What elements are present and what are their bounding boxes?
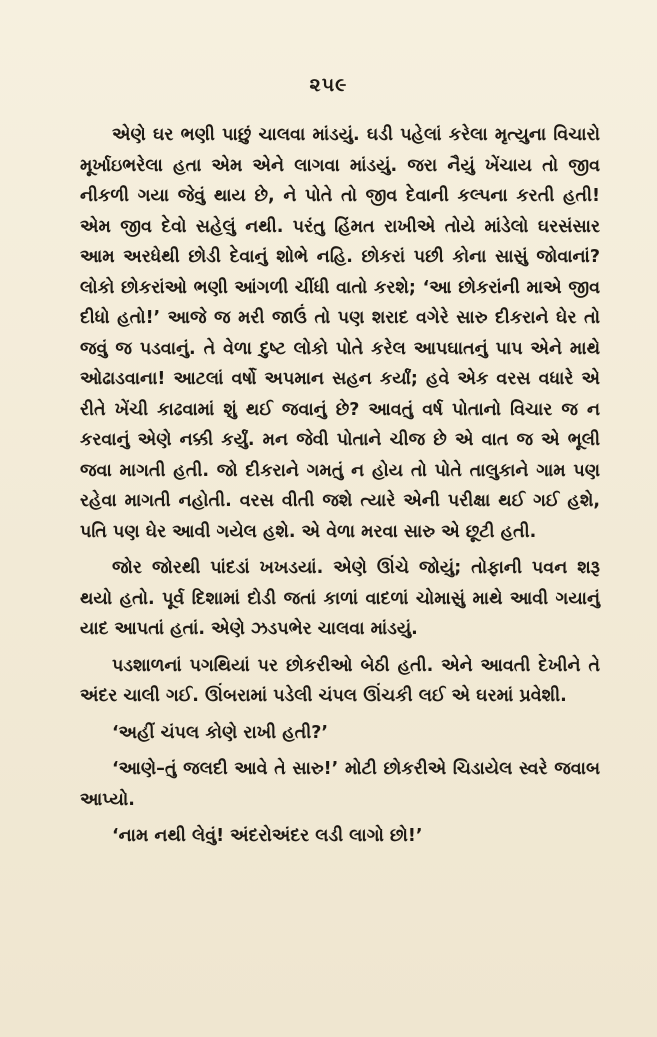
dialogue-line-1: ‘અહીં ચંપલ કોણે રાખી હતી?’ <box>112 722 329 743</box>
page-number: ૨૫૯ <box>309 74 348 96</box>
dialogue-line-3: ‘નામ નથી લેવું! અંદરોઅંદર લડી લાગો છો!’ <box>112 826 423 846</box>
paragraph-3: પડશાળનાં પગથિયાં પર છોકરીઓ બેઠી હતી. એને આવતી દેખીને તે અંદર ચાલી ગઈ. ઊંબરામાં પડેલી ચંપલ ઊંચકી લઈ એ ઘરમાં પ્રવેશી. <box>80 655 600 706</box>
paragraph-2: જોર જોરથી પાંદડાં ખખડયાં. એણે ઊંચે જોયું; તોફાની પવન શરૂ થયો હતો. પૂર્વ દિશામાં દોડી જતાં કાળાં વાદળાં ચોમાસું માથે આવી ગયાનું યાદ આપતાં હતાં. એણે ઝડપભેર ચાલવા માંડયું. <box>80 558 600 639</box>
body-text <box>80 120 600 852</box>
paragraph-1: એણે ઘર ભણી પાછું ચાલવા માંડયું. ઘડી પહેલાં કરેલા મૃત્યુના વિચારો મૂર્ખાઇભરેલા હતા એમ એને લાગવા માંડયું. જરા નૈયું ખેંચાય તો જીવ નીકળી ગયા જેવું થાય છે, ને પોતે તો જીવ દેવાની કલ્પના કરતી હતી! એમ જીવ દેવો સહેલું નથી. પરંતુ હિંમત રાખીએ તોયે માંડેલો ઘરસંસાર આમ અરધેથી છોડી દેવાનું શોભે નહિ. છોકરાં પછી કોના સાસું જોવાનાં? લોકો છોકરાંઓ ભણી આંગળી ચીંધી વાતો કરશે; ‘આ છોકરાંની માએ જીવ દીધો હતો!’ આજે જ મરી જાઉં તો પણ શરાદ વગેરે સારુ દીકરાને ઘેર તો જવું જ પડવાનું. તે વેળા દુષ્ટ લોકો પોતે કરેલ આપઘાતનું પાપ એને માથે ઓઢાડવાના! આટલાં વર્ષો અપમાન સહન કર્યાં; હવે એક વરસ વધારે એ રીતે ખેંચી કાઢવામાં શું થઈ જવાનું છે? આવતું વર્ષ પોતાનો વિચાર જ ન કરવાનું એણે નક્કી કર્યું. મન જેવી પોતાને ચીજ છે એ વાત જ એ ભૂલી જવા માગતી હતી. જો દીકરાને ગમતું ન હોય તો પોતે તાલુકાને ગામ પણ રહેવા માગતી નહોતી. વરસ વીતી જશે ત્યારે એની પરીક્ષા થઈ ગઈ હશે, પતિ પણ ઘેર આવી ગયેલ હશે. એ વેળા મરવા સારુ એ છૂટી હતી. <box>80 125 600 542</box>
dialogue-line-2: ‘આણે–તું જલદી આવે તે સારુ!’ મોટી છોકરીએ ચિડાયેલ સ્વરે જવાબ આપ્યો. <box>80 759 600 810</box>
